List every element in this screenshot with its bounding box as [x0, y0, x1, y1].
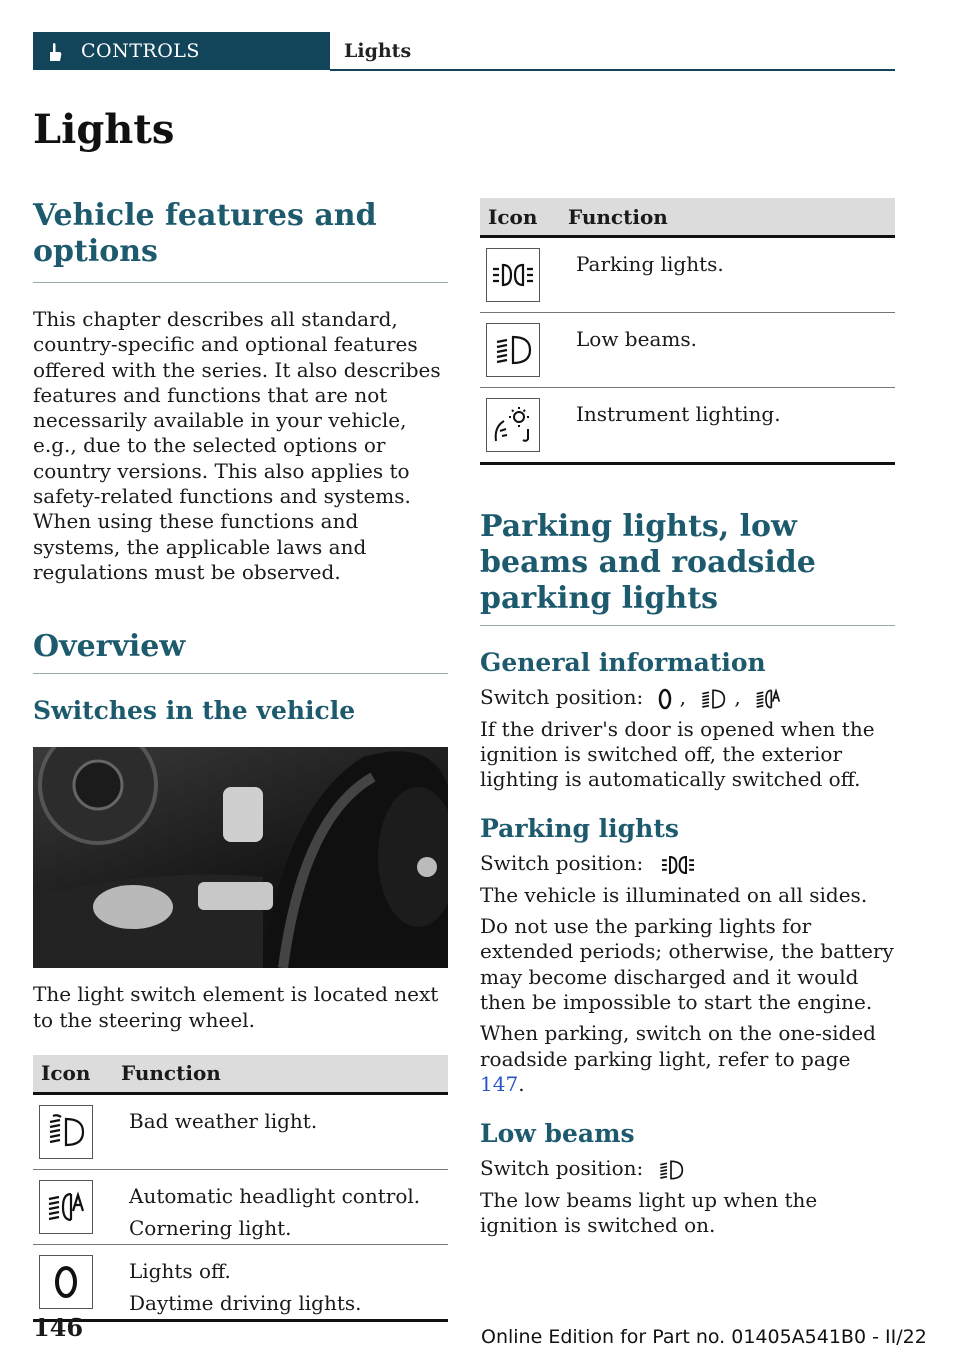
parking-lights-heading: Parking lights	[480, 814, 679, 844]
low-beams-heading: Low beams	[480, 1119, 635, 1149]
table-row	[480, 237, 895, 313]
table-header-icon: Icon	[33, 1055, 113, 1094]
function-text: Automatic headlight control.	[129, 1183, 421, 1208]
switch-position-label: Switch position:	[480, 685, 644, 709]
light-switch-photo	[33, 747, 448, 968]
switch-position-label: Switch position:	[480, 1156, 644, 1181]
overview-heading: Overview	[33, 629, 186, 665]
parking-lights-text-1: The vehicle is illuminated on all sides.	[480, 882, 868, 907]
switch-position-line	[480, 851, 895, 877]
function-text: Daytime driving lights.	[129, 1290, 362, 1315]
table-row	[480, 313, 895, 388]
automatic-headlight-icon	[753, 687, 783, 711]
function-text: Low beams.	[576, 327, 697, 351]
function-text: Cornering light.	[129, 1215, 292, 1240]
parking-lights-text-3: When parking, switch on the one-sided roadside parking light, refer to page 147.	[480, 1021, 876, 1096]
parking-lights-section-heading: Parking lights, low beams and roadside parking lights	[480, 509, 816, 616]
vehicle-features-heading: Vehicle features and options	[33, 198, 377, 269]
function-text: Lights off.	[129, 1258, 231, 1283]
general-information-text: If the driver's door is opened when the ignition is switched off, the exterior lighting is automatically switched off.	[480, 716, 875, 792]
low-beams-icon	[656, 1158, 686, 1182]
parking-lights-icon	[486, 248, 540, 302]
header-bar	[33, 32, 895, 70]
table-header-icon: Icon	[480, 198, 560, 237]
lights-off-icon	[656, 687, 674, 711]
switch-function-table-1	[33, 1055, 448, 1322]
header-rule	[330, 69, 895, 71]
low-beams-icon	[486, 323, 540, 377]
switch-position-line: Switch position: , ,	[480, 685, 895, 711]
chapter-label: Lights	[344, 40, 412, 62]
general-information-heading: General information	[480, 648, 766, 677]
divider	[480, 625, 895, 626]
instrument-lighting-icon	[486, 398, 540, 452]
page-reference-link[interactable]: 147	[480, 1071, 519, 1096]
switch-position-line	[480, 1156, 895, 1182]
left-column	[33, 198, 448, 1322]
table-header-function: Function	[113, 1055, 448, 1094]
table-header-function: Function	[560, 198, 895, 237]
automatic-headlight-icon	[39, 1180, 93, 1234]
table-row	[33, 1244, 448, 1320]
page-title: Lights	[33, 106, 175, 153]
parking-lights-text-2: Do not use the parking lights for extended periods; otherwise, the battery may become discharged and it would then be impossible to start the engine.	[480, 914, 894, 1015]
switches-heading: Switches in the vehicle	[33, 696, 356, 726]
table-row	[33, 1093, 448, 1169]
table-row	[33, 1169, 448, 1244]
right-column	[480, 198, 895, 1238]
parking-lights-text-3-body: When parking, switch on the one-sided roadside parking light, refer to page	[480, 1021, 876, 1071]
pointing-hand-icon	[46, 42, 70, 62]
lights-off-icon	[39, 1255, 93, 1309]
low-beams-icon	[698, 687, 728, 711]
section-tab	[33, 32, 330, 70]
divider	[33, 673, 448, 674]
table-row	[480, 388, 895, 464]
low-beams-text: The low beams light up when the ignition is switched on.	[480, 1187, 818, 1238]
function-text: Instrument lighting.	[576, 402, 781, 426]
page-number: 146	[33, 1313, 84, 1342]
parking-lights-icon	[656, 853, 700, 877]
photo-caption: The light switch element is located next to the steering wheel.	[33, 982, 439, 1032]
section-label: CONTROLS	[81, 40, 200, 62]
switch-function-table-2	[480, 198, 895, 465]
switch-position-label: Switch position:	[480, 851, 644, 876]
function-text: Bad weather light.	[129, 1108, 318, 1133]
bad-weather-light-icon	[39, 1105, 93, 1159]
function-text: Parking lights.	[576, 252, 724, 276]
vehicle-features-text: This chapter describes all standard, country-specific and optional features offered with the series. It also describes features and functions that are not necessarily available in your vehicle, e.g., due to the selected options or country versions. This also applies to safety-related functions and systems. When using these functions and systems, the applicable laws and regulations must be observed.	[33, 307, 441, 584]
divider	[33, 282, 448, 283]
edition-footer: Online Edition for Part no. 01405A541B0 - II/22	[481, 1326, 927, 1348]
